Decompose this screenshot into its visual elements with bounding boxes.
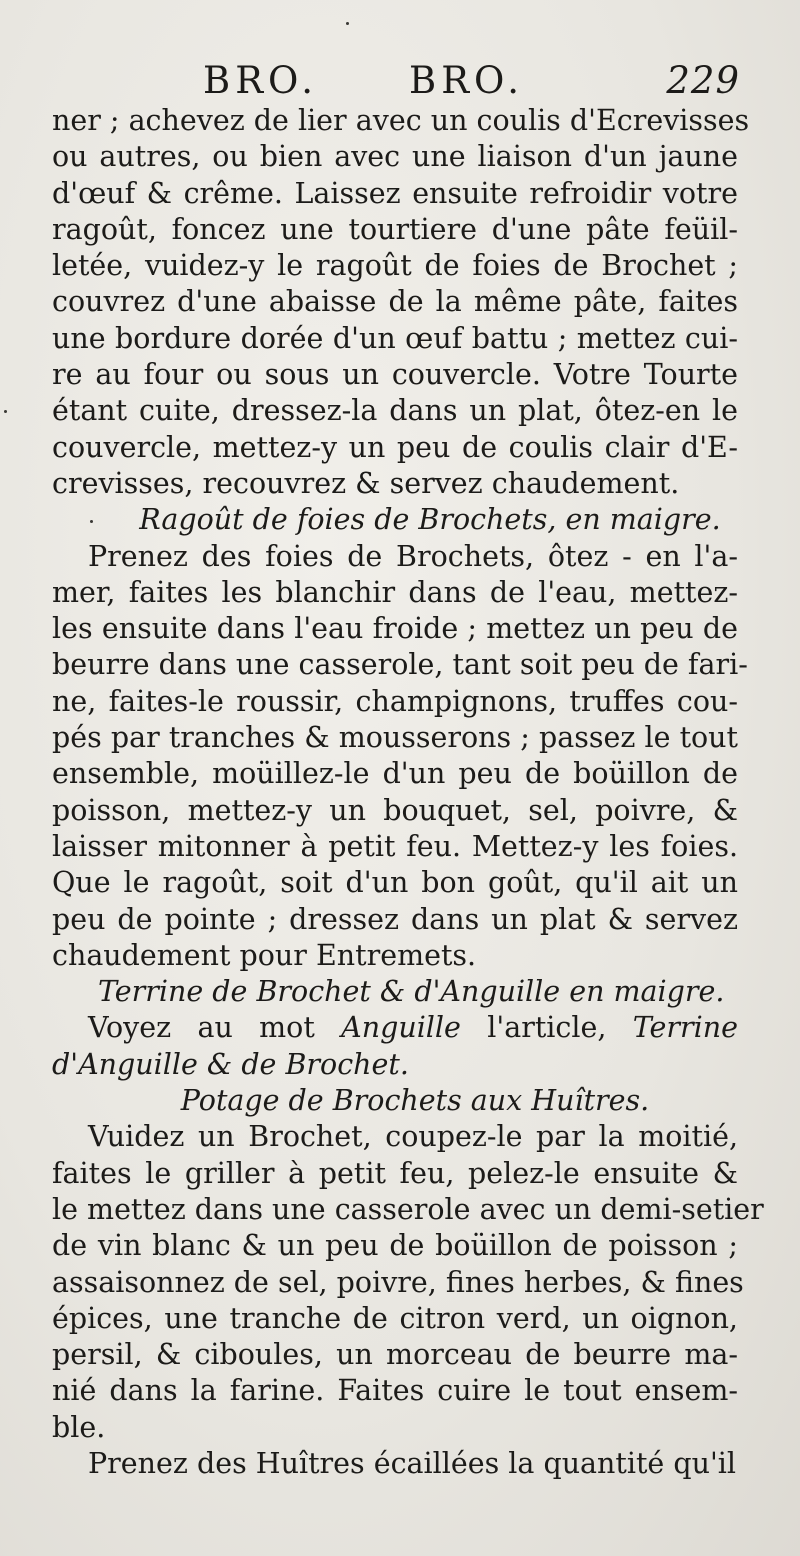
header-right-word: BRO. [409, 59, 524, 102]
text-line: beurre dans une casserole, tant soit peu de fari- [52, 648, 748, 682]
text-line: de vin blanc & un peu de boüillon de poisson ; [52, 1229, 738, 1263]
section-title-potage: Potage de Brochets aux Huîtres. [180, 1084, 650, 1118]
header-left-word: BRO. [203, 59, 318, 102]
text-line: persil, & ciboules, un morceau de beurre ma- [52, 1338, 738, 1372]
text-line: ne, faites-le roussir, champignons, truffes cou- [52, 684, 738, 718]
text-line: assaisonnez de sel, poivre, fines herbes, & fines [52, 1265, 744, 1299]
text-line: chaudement pour Entremets. [52, 938, 477, 972]
text-line: peu de pointe ; dressez dans un plat & servez [52, 902, 738, 936]
text-line: étant cuite, dressez-la dans un plat, ôtez-en le [52, 394, 738, 428]
section-title-terrine: Terrine de Brochet & d'Anguille en maigre. [98, 975, 725, 1009]
text-fragment: Voyez au mot [88, 1011, 315, 1045]
text-line: re au four ou sous un couvercle. Votre Tourte [52, 358, 738, 392]
text-line: laisser mitonner à petit feu. Mettez-y les foies. [52, 829, 738, 863]
text-line: ble. [52, 1410, 106, 1444]
text-line: Vuidez un Brochet, coupez-le par la moitié, [88, 1120, 738, 1154]
text-line: letée, vuidez-y le ragoût de foies de Brochet ; [52, 249, 738, 283]
text-line: Prenez des Huîtres écaillées la quantité qu'il [88, 1446, 737, 1480]
paper-speck [4, 410, 7, 413]
text-line [52, 1010, 738, 1046]
text-line: ner ; achevez de lier avec un coulis d'Ecrevisses [52, 104, 750, 137]
text-line: d'Anguille & de Brochet. [52, 1047, 409, 1081]
section-title-ragout: Ragoût de foies de Brochets, en maigre. [139, 503, 721, 537]
text-line: crevisses, recouvrez & servez chaudement. [52, 466, 680, 500]
text-line: épices, une tranche de citron verd, un oignon, [52, 1301, 738, 1335]
text-line: le mettez dans une casserole avec un demi-setier [52, 1192, 764, 1226]
text-line: mer, faites les blanchir dans de l'eau, mettez- [52, 575, 738, 609]
text-line: une bordure dorée d'un œuf battu ; mettez cui- [52, 321, 738, 355]
page-number: 229 [666, 59, 740, 102]
text-line: pés par tranches & mousserons ; passez le tout [52, 721, 738, 755]
paper-speck [346, 22, 349, 25]
text-fragment: l'article, [487, 1011, 607, 1045]
text-line: poisson, mettez-y un bouquet, sel, poivre, & [52, 793, 738, 827]
text-line: d'œuf & crême. Laissez ensuite refroidir votre [52, 176, 738, 210]
text-line: couvercle, mettez-y un peu de coulis clair d'E- [52, 430, 738, 464]
running-header [195, 58, 740, 104]
text-line: ragoût, foncez une tourtiere d'une pâte feüil- [52, 212, 738, 246]
text-fragment-italic: Anguille [341, 1011, 461, 1045]
text-line: les ensuite dans l'eau froide ; mettez un peu de [52, 612, 738, 646]
text-line: faites le griller à petit feu, pelez-le ensuite & [52, 1156, 738, 1190]
text-line: ou autres, ou bien avec une liaison d'un jaune [52, 140, 738, 174]
paper-speck [90, 520, 93, 523]
text-line: Prenez des foies de Brochets, ôtez - en l'a- [88, 539, 738, 573]
text-line: ensemble, moüillez-le d'un peu de boüillon de [52, 757, 738, 791]
text-line: Que le ragoût, soit d'un bon goût, qu'il ait un [52, 866, 738, 900]
text-line: nié dans la farine. Faites cuire le tout ensem- [52, 1374, 738, 1408]
text-line: couvrez d'une abaisse de la même pâte, faites [52, 285, 738, 319]
body-text [52, 103, 764, 1482]
text-fragment-italic: Terrine [632, 1011, 739, 1045]
